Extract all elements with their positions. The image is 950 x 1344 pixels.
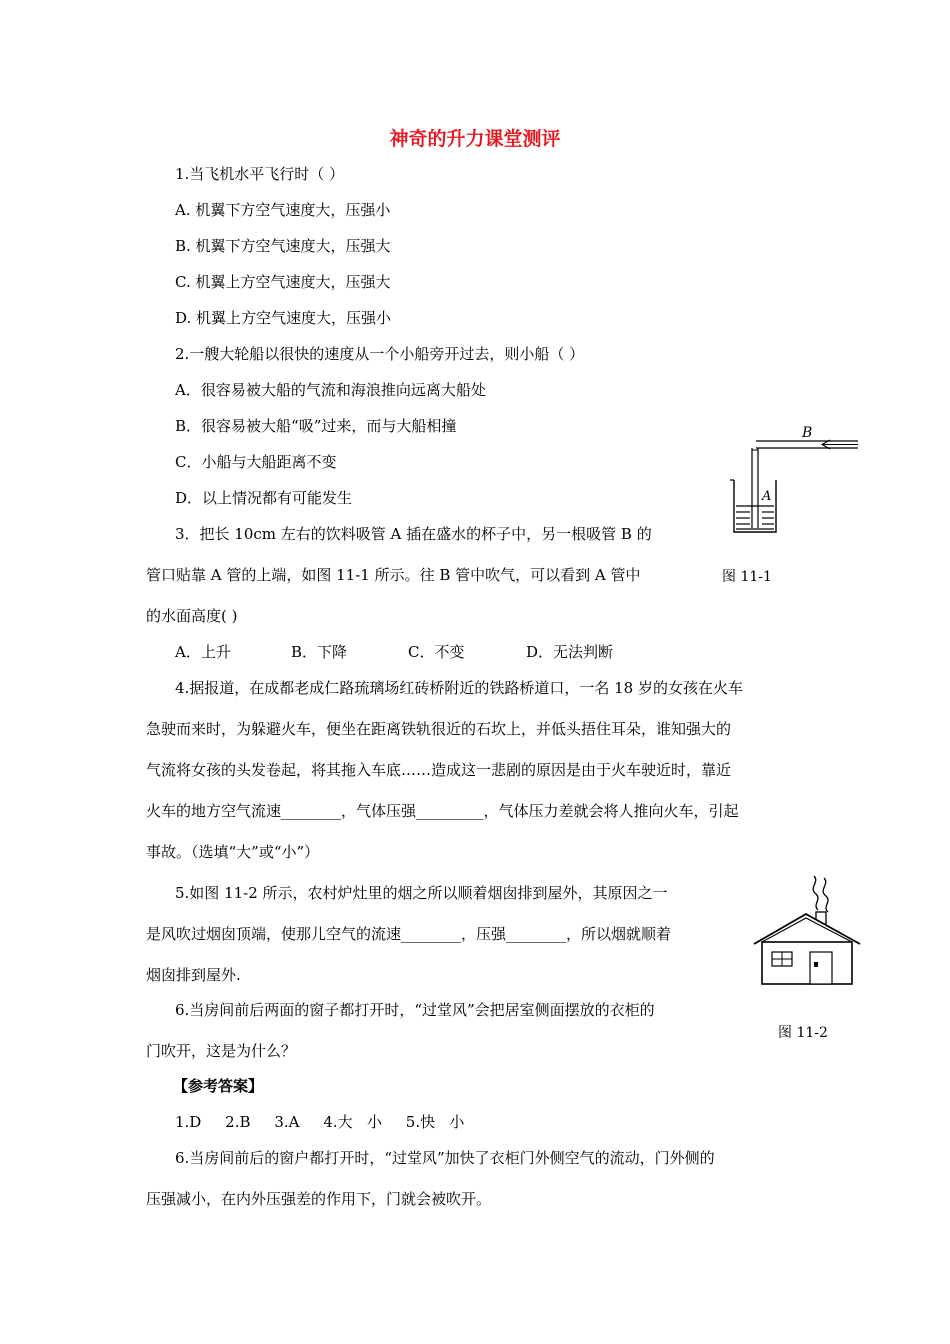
q2-stem: 2.一艘大轮船以很快的速度从一个小船旁开过去，则小船（ ） [175,345,585,363]
q3-line-1: 3．把长 10cm 左右的饮料吸管 A 插在盛水的杯子中，另一根吸管 B 的 [175,525,652,543]
q3-line-2: 管口贴靠 A 管的上端，如图 11-1 所示。往 B 管中吹气，可以看到 A 管中 [146,566,641,584]
q1-stem: 1.当飞机水平飞行时（ ） [175,165,345,183]
q5-line-2: 是风吹过烟囱顶端，使那儿空气的流速________，压强________，所以烟就顺着 [146,925,672,943]
q3-line-3: 的水面高度( ) [146,607,238,625]
q4-line-4: 火车的地方空气流速________，气体压强_________，气体压力差就会将人推向火车，引起 [146,802,739,820]
figure-11-1-straw-diagram [726,420,866,545]
figure-11-2-caption: 图 11-2 [778,1025,828,1041]
q5-line-3: 烟囱排到屋外. [146,966,241,984]
figure-label-b: B [802,425,813,441]
q3-option-b: B．下降 [291,643,348,661]
answers-line-3: 压强减小，在内外压强差的作用下，门就会被吹开。 [146,1190,492,1208]
q4-line-1: 4.据报道，在成都老成仁路琉璃场红砖桥附近的铁路桥道口，一名 18 岁的女孩在火车 [175,679,743,697]
q4-line-3: 气流将女孩的头发卷起，将其拖入车底……造成这一悲剧的原因是由于火车驶近时，靠近 [146,761,732,779]
page-title: 神奇的升力课堂测评 [389,128,561,150]
q4-line-5: 事故。（选填“大”或“小”） [146,843,320,861]
q5-line-1: 5.如图 11-2 所示，农村炉灶里的烟之所以顺着烟囱排到屋外，其原因之一 [175,884,668,902]
answers-heading: 【参考答案】 [173,1077,264,1095]
q2-option-c: C．小船与大船距离不变 [175,453,337,471]
q6-line-1: 6.当房间前后两面的窗子都打开时，“过堂风”会把居室侧面摆放的衣柜的 [175,1001,655,1019]
q1-option-c: C. 机翼上方空气速度大，压强大 [175,273,391,291]
q3-option-a: A．上升 [175,643,231,661]
figure-11-1-caption: 图 11-1 [722,569,772,585]
q3-option-d: D．无法判断 [526,643,614,661]
q2-option-b: B．很容易被大船“吸”过来，而与大船相撞 [175,417,457,435]
q3-options [175,642,613,662]
q3-option-c: C．不变 [408,643,465,661]
q6-line-2: 门吹开，这是为什么？ [146,1042,297,1060]
q1-option-b: B. 机翼下方空气速度大，压强大 [175,237,391,255]
q2-option-d: D．以上情况都有可能发生 [175,489,353,507]
figure-label-a: A [762,489,772,504]
answers-line-2: 6.当房间前后的窗户都打开时，“过堂风”加快了衣柜门外侧空气的流动，门外侧的 [175,1149,715,1167]
q4-line-2: 急驶而来时，为躲避火车，便坐在距离铁轨很近的石坎上，并低头捂住耳朵，谁知强大的 [146,720,732,738]
q2-option-a: A．很容易被大船的气流和海浪推向远离大船处 [175,381,486,399]
figure-11-2-house-diagram [748,872,866,992]
q1-option-d: D. 机翼上方空气速度大，压强小 [175,309,392,327]
q1-option-a: A. 机翼下方空气速度大，压强小 [175,201,391,219]
answers-line-1: 1.D 2.B 3.A 4.大 小 5.快 小 [175,1113,465,1131]
